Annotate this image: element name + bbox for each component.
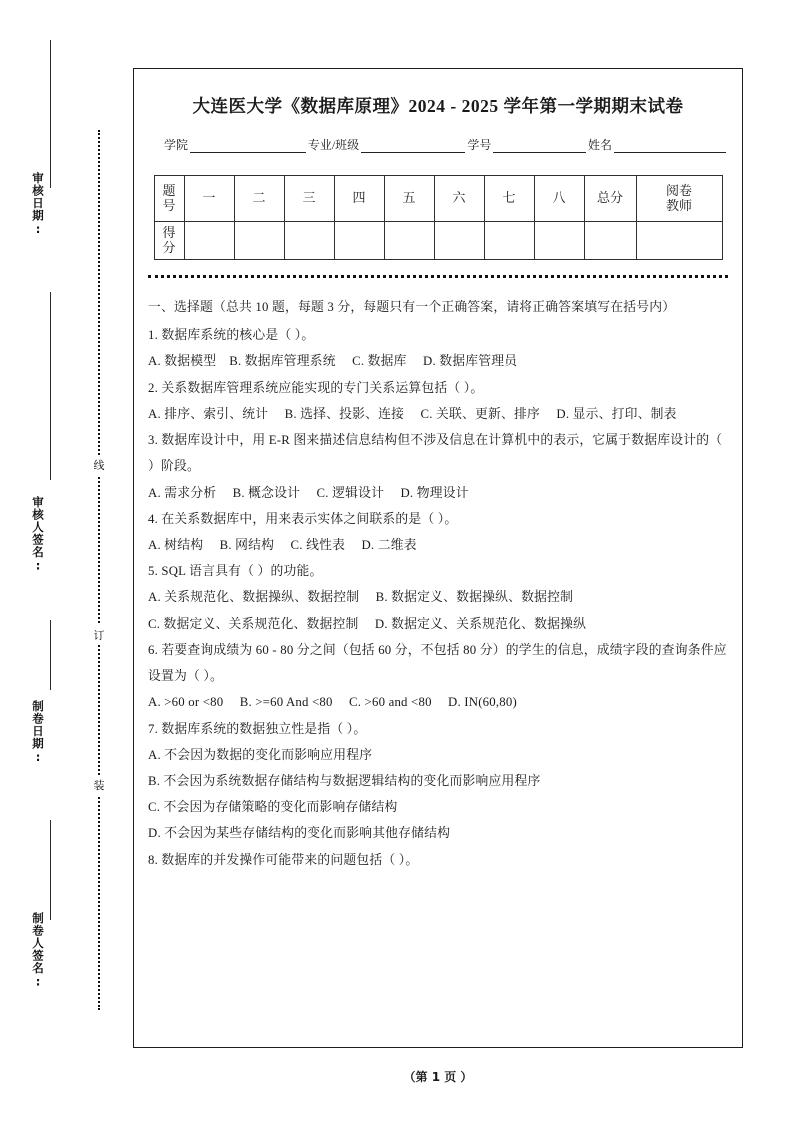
field-label-name: 姓名	[588, 138, 613, 152]
cell-qno-6: 六	[434, 176, 484, 222]
margin-rule-bottom	[50, 820, 51, 920]
question-text: 5. SQL 语言具有（ ）的功能。	[148, 564, 323, 579]
section-heading-choice: 一、选择题（总共 10 题，每题 3 分，每题只有一个正确答案，请将正确答案填写在括号内）	[148, 300, 676, 314]
cell-score-2[interactable]	[234, 222, 284, 260]
binding-fold-line	[98, 130, 100, 1010]
question-text: 8. 数据库的并发操作可能带来的问题包括（ ）。	[148, 852, 419, 867]
field-label-student-id: 学号	[467, 138, 492, 152]
field-input-name[interactable]	[614, 140, 726, 153]
teacher-label-char2: 教师	[665, 197, 692, 213]
page-number-footer: （第 1 页 ）	[403, 1070, 473, 1084]
margin-label-printer-signature: 制卷人签名:	[31, 912, 45, 990]
question-text: 1. 数据库系统的核心是（ ）。	[148, 328, 315, 343]
cell-row-label-score	[154, 222, 184, 260]
margin-rule-mid-lower	[50, 620, 51, 690]
option-text: B. 不会因为系统数据存储结构与数据逻辑结构的变化而影响应用程序	[148, 773, 541, 788]
option-text: A. 数据模型 B. 数据库管理系统 C. 数据库 D. 数据库管理员	[148, 354, 518, 369]
left-margin-strip	[0, 0, 125, 1122]
page-title: 大连医大学《数据库原理》2024 - 2025 学年第一学期期末试卷	[192, 96, 684, 116]
cell-teacher-name[interactable]	[636, 222, 722, 260]
question-list	[148, 294, 728, 873]
row-label-score-char1: 得	[162, 224, 176, 240]
cell-qno-7: 七	[484, 176, 534, 222]
cell-qno-1: 一	[184, 176, 234, 222]
cell-qno-4: 四	[334, 176, 384, 222]
teacher-label-char1: 阅卷	[665, 182, 692, 198]
option-text: A. >60 or <80 B. >=60 And <80 C. >60 and <80 D. IN(60,80)	[148, 695, 517, 710]
question-text: 2. 关系数据库管理系统应能实现的专门关系运算包括（ ）。	[148, 380, 484, 395]
cell-score-7[interactable]	[484, 222, 534, 260]
margin-rule-mid-upper	[50, 292, 51, 480]
margin-label-reviewer-signature: 审核人签名:	[31, 496, 45, 574]
option-text: A. 需求分析 B. 概念设计 C. 逻辑设计 D. 物理设计	[148, 485, 469, 500]
cell-score-4[interactable]	[334, 222, 384, 260]
cell-score-8[interactable]	[534, 222, 584, 260]
margin-label-review-date: 审核日期:	[31, 172, 45, 237]
option-text: A. 树结构 B. 网结构 C. 线性表 D. 二维表	[148, 537, 417, 552]
fold-word-ding: 订	[91, 625, 107, 645]
field-label-major-class: 专业/班级	[307, 138, 360, 152]
student-info-line	[164, 136, 728, 153]
field-input-student-id[interactable]	[493, 140, 586, 153]
field-input-major-class[interactable]	[361, 140, 465, 153]
question-text: 3. 数据库设计中，用 E-R 图来描述信息结构但不涉及信息在计算机中的表示，它属于数据库设计的（ ）阶段。	[148, 433, 723, 474]
cell-qno-8: 八	[534, 176, 584, 222]
table-row-scores	[154, 222, 722, 260]
row-label-score-char2: 分	[162, 239, 176, 255]
cell-qno-2: 二	[234, 176, 284, 222]
field-input-college[interactable]	[190, 140, 306, 153]
margin-label-print-date: 制卷日期:	[31, 700, 45, 765]
cell-score-1[interactable]	[184, 222, 234, 260]
fold-word-xian: 线	[91, 455, 107, 475]
cell-teacher-label	[636, 176, 722, 222]
cell-qno-5: 五	[384, 176, 434, 222]
cell-qno-3: 三	[284, 176, 334, 222]
question-text: 7. 数据库系统的数据独立性是指（ ）。	[148, 721, 367, 736]
table-row-question-numbers	[154, 176, 722, 222]
cell-score-3[interactable]	[284, 222, 334, 260]
option-text: D. 不会因为某些存储结构的变化而影响其他存储结构	[148, 826, 451, 841]
cell-total-label: 总分	[584, 176, 636, 222]
field-label-college: 学院	[164, 138, 189, 152]
score-table	[154, 175, 723, 260]
option-text: A. 关系规范化、数据操纵、数据控制 B. 数据定义、数据操纵、数据控制	[148, 590, 574, 605]
dotted-separator	[148, 274, 728, 278]
option-text: C. 数据定义、关系规范化、数据控制 D. 数据定义、关系规范化、数据操纵	[148, 616, 587, 631]
option-text: A. 不会因为数据的变化而影响应用程序	[148, 747, 373, 762]
question-text: 6. 若要查询成绩为 60 - 80 分之间（包括 60 分，不包括 80 分）的学生的信息，成绩字段的查询条件应设置为（ ）。	[148, 642, 727, 684]
cell-row-label-question-no	[154, 176, 184, 222]
question-text: 4. 在关系数据库中，用来表示实体之间联系的是（ ）。	[148, 511, 458, 526]
cell-total-score[interactable]	[584, 222, 636, 260]
option-text: C. 不会因为存储策略的变化而影响存储结构	[148, 800, 398, 815]
cell-score-5[interactable]	[384, 222, 434, 260]
margin-rule-top	[50, 40, 51, 188]
exam-paper-body	[133, 68, 743, 1048]
row-label-qno-char1: 题	[162, 182, 176, 198]
option-text: A. 排序、索引、统计 B. 选择、投影、连接 C. 关联、更新、排序 D. 显示、打印、制表	[148, 406, 677, 421]
cell-score-6[interactable]	[434, 222, 484, 260]
fold-word-zhuang: 装	[91, 775, 107, 795]
row-label-qno-char2: 号	[162, 197, 176, 213]
